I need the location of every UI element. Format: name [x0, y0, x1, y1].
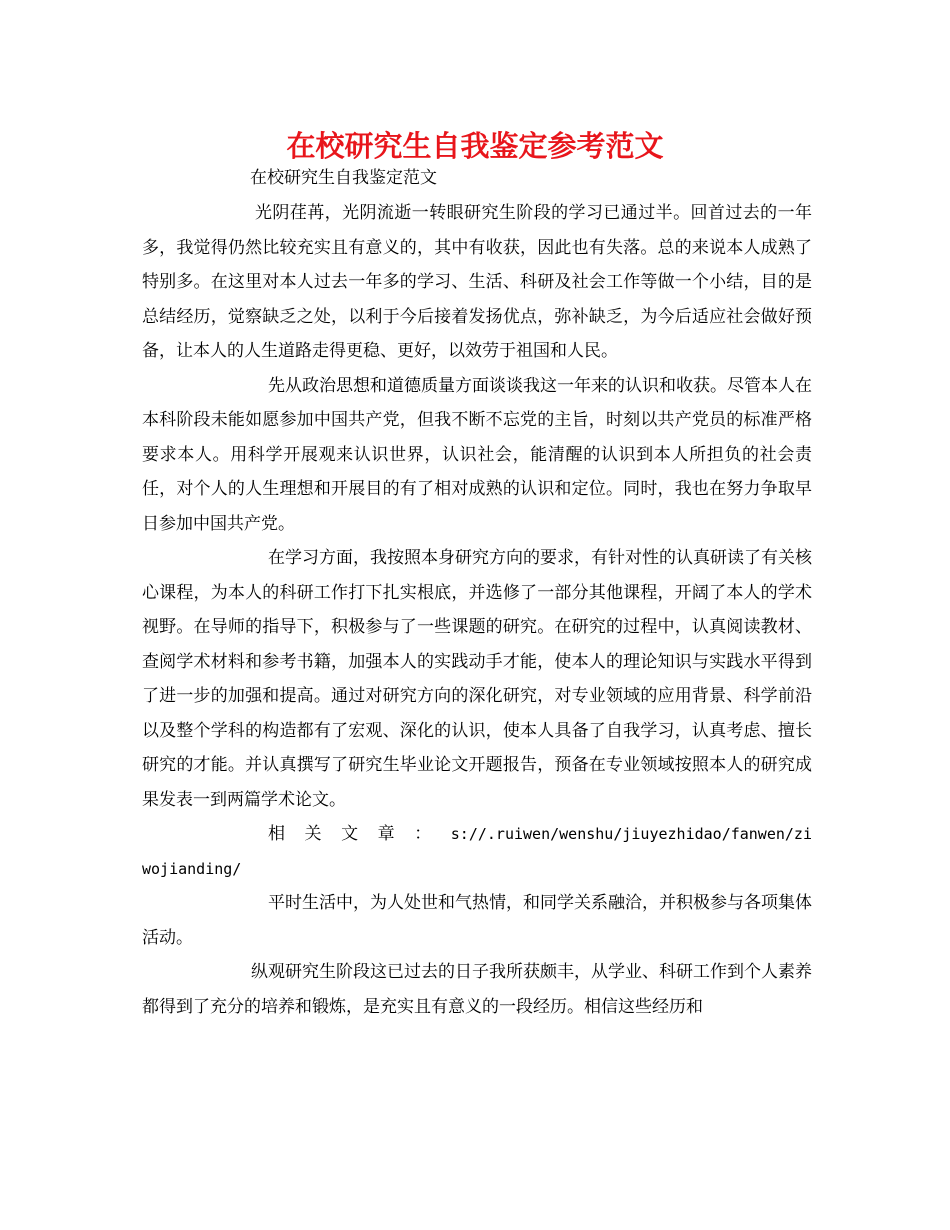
document-subtitle: 在校研究生自我鉴定范文	[250, 168, 437, 188]
document-title: 在校研究生自我鉴定参考范文	[286, 129, 664, 163]
document-body	[142, 196, 812, 1024]
paragraph-intro: 光阴荏苒，光阴流逝一转眼研究生阶段的学习已通过半。回首过去的一年多，我觉得仍然比较充实且有意义的，其中有收获，因此也有失落。总的来说本人成熟了特别多。在这里对本人过去一年多的学习、生活、科研及社会工作等做一个小结，目的是总结经历，觉察缺乏之处，以利于今后接着发扬优点，弥补缺乏，为今后适应社会做好预备，让本人的人生道路走得更稳、更好，以效劳于祖国和人民。	[142, 203, 812, 361]
related-article-line	[142, 817, 812, 886]
paragraph-summary: 纵观研究生阶段这已过去的日子我所获颇丰，从学业、科研工作到个人素养都得到了充分的培养和锻炼，是充实且有意义的一段经历。相信这些经历和	[142, 962, 812, 1017]
paragraph-life: 平时生活中，为人处世和气热情，和同学关系融洽，并积极参与各项集体活动。	[142, 893, 812, 948]
related-article-url[interactable]: s://.ruiwen/wenshu/jiuyezhidao/fanwen/ziwojianding/	[142, 825, 812, 878]
paragraph-politics: 先从政治思想和道德质量方面谈谈我这一年来的认识和收获。尽管本人在本科阶段未能如愿参加中国共产党，但我不断不忘党的主旨，时刻以共产党员的标准严格要求本人。用科学开展观来认识世界，认识社会，能清醒的认识到本人所担负的社会责任，对个人的人生理想和开展目的有了相对成熟的认识和定位。同时，我也在努力争取早日参加中国共产党。	[142, 375, 812, 534]
related-article-label: 相关文章：	[268, 824, 451, 844]
paragraph-study: 在学习方面，我按照本身研究方向的要求，有针对性的认真研读了有关核心课程，为本人的科研工作打下扎实根底，并选修了一部分其他课程，开阔了本人的学术视野。在导师的指导下，积极参与了一些课题的研究。在研究的过程中，认真阅读教材、查阅学术材料和参考书籍，加强本人的实践动手才能，使本人的理论知识与实践水平得到了进一步的加强和提高。通过对研究方向的深化研究，对专业领域的应用背景、科学前沿以及整个学科的构造都有了宏观、深化的认识，使本人具备了自我学习，认真考虑、擅长研究的才能。并认真撰写了研究生毕业论文开题报告，预备在专业领域按照本人的研究成果发表一到两篇学术论文。	[142, 548, 812, 810]
